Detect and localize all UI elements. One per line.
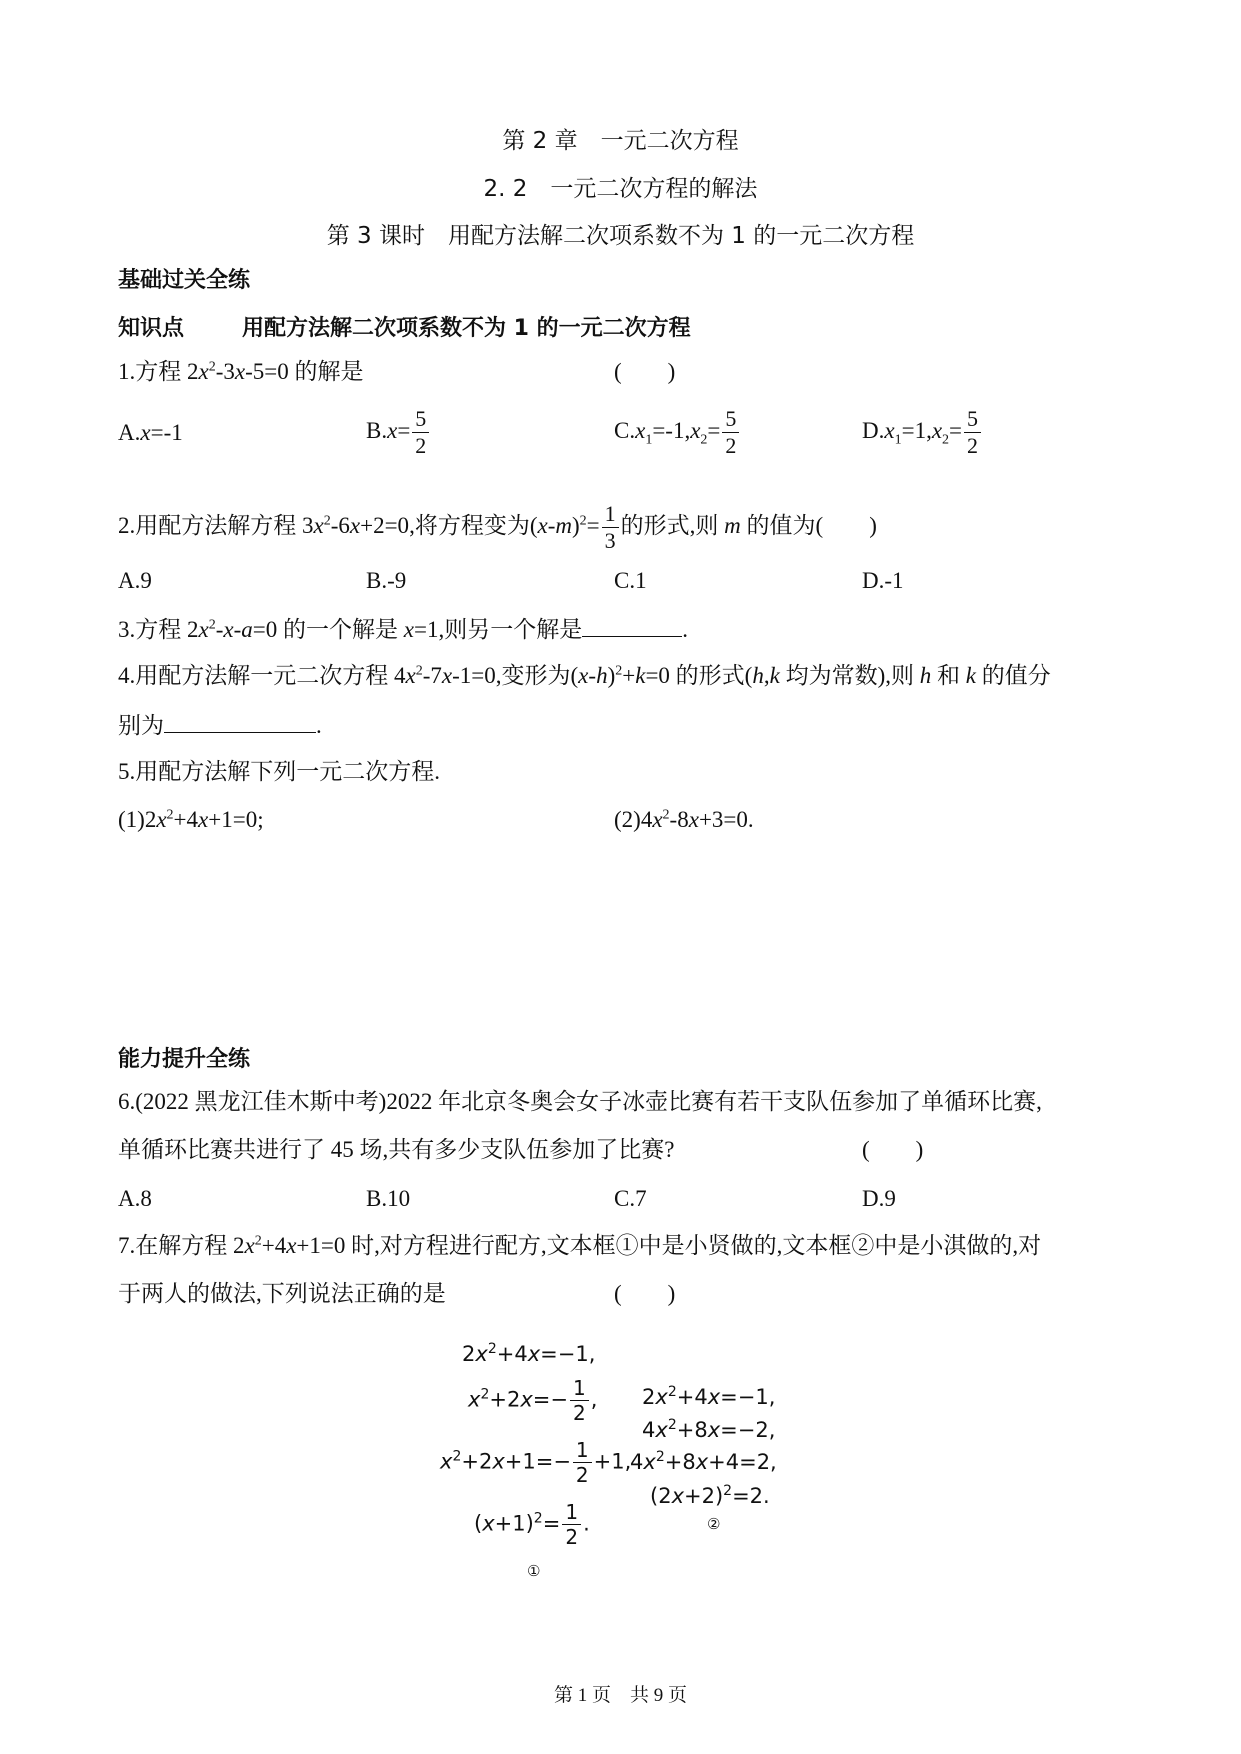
q6-option-b: B.10	[366, 1186, 411, 1211]
chapter-title: 第 2 章 一元二次方程	[502, 128, 739, 154]
fraction: $\frac{1}{3}$	[602, 503, 619, 552]
solution-box-1-line3: $x^2+2x+1=-$ $\frac{1}{2}$ +1,	[440, 1438, 632, 1487]
question-5-part-1: $(1)2x^2+4x+1=0$;	[118, 807, 264, 832]
q6-option-c: C.7	[614, 1186, 647, 1211]
solution-box-2-line1: $2x^2+4x=-1$,	[642, 1384, 776, 1409]
question-5-part-2: $(2)4x^2-8x+3=0$.	[614, 807, 754, 832]
question-6-answer-paren: ( )	[862, 1137, 924, 1162]
fraction: $\frac{5}{2}$	[412, 408, 429, 457]
question-3: 3.方程 $2x^2-x-a=0$ 的一个解是 x=1,则另一个解是 .	[118, 617, 688, 642]
solution-box-2-line2: $4x^2+8x=-2$,	[642, 1417, 776, 1442]
fraction: $\frac{5}{2}$	[964, 408, 981, 457]
fraction: $\frac{1}{2}$	[573, 1440, 592, 1485]
question-1-answer-paren: ( )	[614, 359, 676, 384]
question-7-line1: 7.在解方程 $2x^2+4x+1=0$ 时,对方程进行配方,文本框①中是小贤做的,文本框②中是小淇做的,对	[118, 1233, 1042, 1258]
solution-box-1-label: ①	[527, 1562, 541, 1580]
q2-option-c: C.1	[614, 568, 647, 593]
q1-option-d: $D.x_1=1,x_2=$ $\frac{5}{2}$	[862, 408, 983, 457]
question-6-line2: 单循环比赛共进行了 45 场,共有多少支队伍参加了比赛?	[118, 1137, 675, 1162]
solution-box-1-line2: $x^2+2x=-$ $\frac{1}{2}$ ,	[468, 1376, 598, 1425]
question-6-line1: 6.(2022 黑龙江佳木斯中考)2022 年北京冬奥会女子冰壶比赛有若干支队伍参加了单循环比赛,	[118, 1089, 1042, 1114]
fraction: $\frac{1}{2}$	[570, 1378, 589, 1423]
answer-blank[interactable]	[164, 712, 316, 733]
question-4-line1: 4.用配方法解一元二次方程 $4x^2-7x-1=0$,变形为$(x-h)^2+k=0$ 的形式(h,k 均为常数),则 h 和 k 的值分	[118, 663, 1051, 688]
solution-box-2-line3: $4x^2+8x+4=2$,	[630, 1449, 777, 1474]
q1-option-c: $C.x_1=-1,x_2=$ $\frac{5}{2}$	[614, 408, 741, 457]
solution-box-1-line1: $2x^2+4x=-1$,	[462, 1341, 596, 1366]
q6-option-d: D.9	[862, 1186, 896, 1211]
part2-title: 能力提升全练	[118, 1047, 251, 1072]
solution-box-2-label: ②	[707, 1515, 721, 1533]
q2-option-d: D.-1	[862, 568, 904, 593]
solution-box-1-line4: $(x+1)^2=$ $\frac{1}{2}$ .	[474, 1500, 590, 1549]
q1-option-b: B.x= $\frac{5}{2}$	[366, 408, 431, 457]
page-footer: 第 1 页 共 9 页	[553, 1685, 687, 1706]
section-title: 2. 2 一元二次方程的解法	[483, 176, 758, 202]
solution-box-2-line4: $(2x+2)^2=2$.	[650, 1483, 770, 1508]
q2-option-b: B.-9	[366, 568, 407, 593]
q6-option-a: A.8	[118, 1186, 152, 1211]
knowledge-point-text: 用配方法解二次项系数不为 1 的一元二次方程	[242, 316, 691, 341]
knowledge-point-label: 知识点	[118, 316, 185, 341]
q2-option-a: A.9	[118, 568, 152, 593]
question-4-line2: 别为 .	[118, 713, 322, 738]
fraction: $\frac{5}{2}$	[722, 408, 739, 457]
question-7-line2: 于两人的做法,下列说法正确的是	[118, 1281, 446, 1306]
q1-option-a: A.x=-1	[118, 420, 183, 445]
question-2-stem: 2.用配方法解方程 $3x^2-6x+2=0$,将方程变为$(x-m)^2=$ $\frac{1}{3}$ 的形式,则 m 的值为( )	[118, 501, 877, 554]
fraction: $\frac{1}{2}$	[562, 1502, 581, 1547]
answer-blank[interactable]	[582, 616, 682, 637]
question-5-stem: 5.用配方法解下列一元二次方程.	[118, 759, 440, 784]
question-1-stem: 1.方程 $2x^2-3x-5=0$ 的解是	[118, 359, 364, 384]
lesson-title: 第 3 课时 用配方法解二次项系数不为 1 的一元二次方程	[326, 223, 915, 249]
part1-title: 基础过关全练	[118, 268, 251, 293]
question-7-answer-paren: ( )	[614, 1281, 676, 1306]
